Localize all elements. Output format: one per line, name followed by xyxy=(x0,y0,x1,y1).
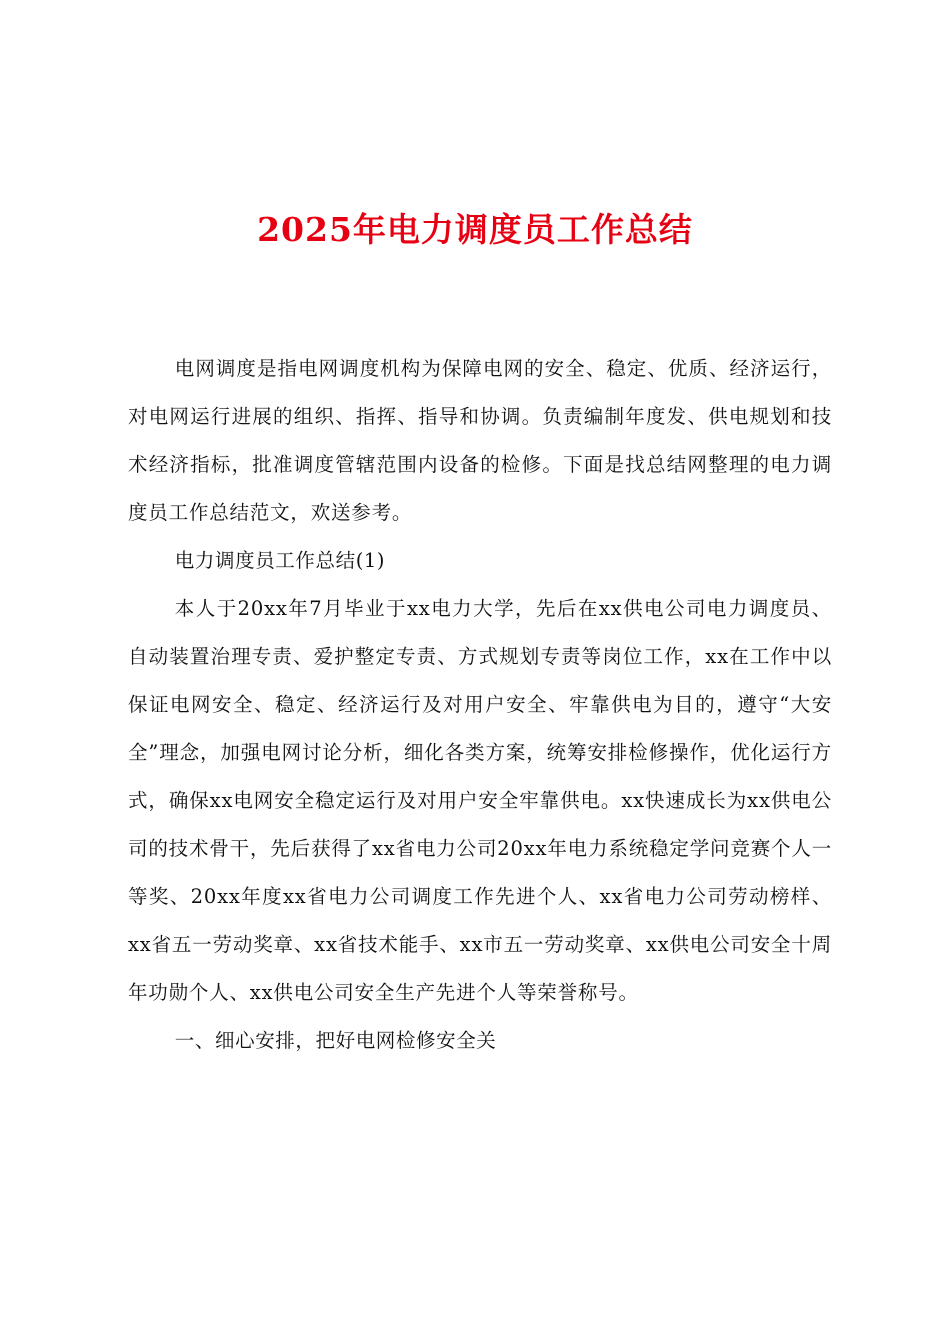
document-body xyxy=(128,345,832,1065)
intro-paragraph: 电网调度是指电网调度机构为保障电网的安全、稳定、优质、经济运行，对电网运行进展的组织、指挥、指导和协调。负责编制年度发、供电规划和技术经济指标，批准调度管辖范围内设备的检修。下面是找总结网整理的电力调度员工作总结范文，欢送参考。 xyxy=(128,357,832,524)
body-paragraph: 本人于20xx年7月毕业于xx电力大学，先后在xx供电公司电力调度员、自动装置治理专责、爱护整定专责、方式规划专责等岗位工作，xx在工作中以保证电网安全、稳定、经济运行及对用户安全、牢靠供电为目的，遵守“大安全”理念，加强电网讨论分析，细化各类方案，统筹安排检修操作，优化运行方式，确保xx电网安全稳定运行及对用户安全牢靠供电。xx快速成长为xx供电公司的技术骨干，先后获得了xx省电力公司20xx年电力系统稳定学问竞赛个人一等奖、20xx年度xx省电力公司调度工作先进个人、xx省电力公司劳动榜样、xx省五一劳动奖章、xx省技术能手、xx市五一劳动奖章、xx供电公司安全十周年功勋个人、xx供电公司安全生产先进个人等荣誉称号。 xyxy=(128,597,832,1004)
document-title: 2025年电力调度员工作总结 xyxy=(257,210,693,250)
subsection-heading: 一、细心安排，把好电网检修安全关 xyxy=(174,1029,497,1052)
section-title: 电力调度员工作总结(1) xyxy=(174,549,386,572)
